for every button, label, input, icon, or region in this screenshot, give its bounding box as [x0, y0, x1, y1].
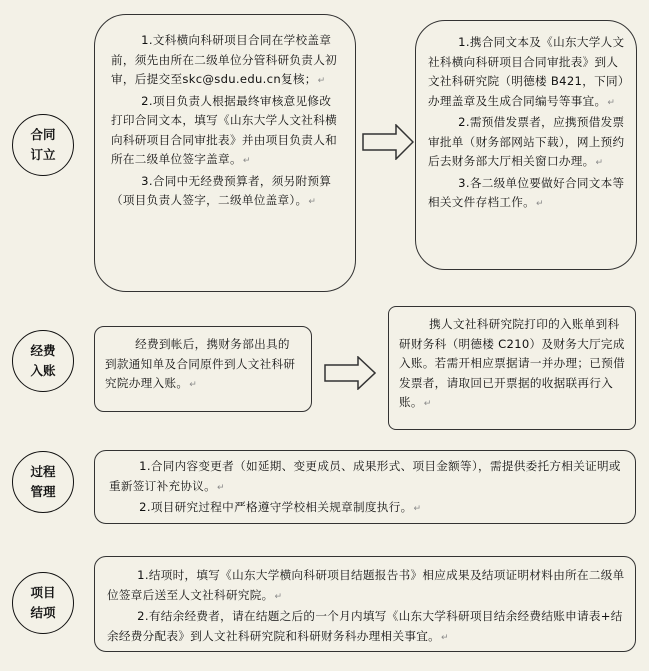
stage-label-line: 入账 [30, 363, 56, 378]
stage-label-funding [12, 330, 74, 392]
stage-label-line: 项目 [30, 585, 56, 600]
contract-step-3: 3.合同中无经费预算者，须另附预算（项目负责人签字，二级单位盖章）。↵ [111, 173, 332, 207]
contract-followup-3: 3.各二级单位要做好合同文本等相关文件存档工作。↵ [428, 175, 625, 209]
contract-steps-box [94, 14, 356, 292]
arrow-right-icon [362, 124, 414, 160]
stage-label-process [12, 451, 74, 513]
contract-step-2: 2.项目负责人根据最终审核意见修改打印合同文本，填写《山东大学人文社科横向科研项目合同审批表》并由项目负责人和所在二级单位签字盖章。↵ [111, 93, 337, 166]
stage-label-line: 结项 [30, 605, 56, 620]
stage-label-line: 管理 [30, 484, 56, 499]
contract-followup-box [415, 20, 637, 270]
closing-box [94, 556, 636, 652]
process-item-1: 1.合同内容变更者（如延期、变更成员、成果形式、项目金额等），需提供委托方相关证明或重新签订补充协议。↵ [109, 459, 621, 493]
stage-label-line: 订立 [30, 147, 56, 162]
arrow-right-icon [324, 356, 376, 390]
contract-step-1: 1.文科横向科研项目合同在学校盖章前，须先由所在二级单位分管科研负责人初审，后提交至skc@sdu.edu.cn复核；↵ [111, 33, 337, 86]
process-box [94, 450, 636, 524]
contract-followup-1: 1.携合同文本及《山东大学人文社科横向科研项目合同审批表》到人文社科研究院（明德楼 B421，下同）办理盖章及生成合同编号等事宜。↵ [428, 35, 625, 108]
funding-step: 经费到帐后，携财务部出具的到款通知单及合同原件到人文社科研究院办理入账。↵ [105, 337, 296, 390]
stage-label-closing [12, 572, 74, 634]
stage-label-contract [12, 114, 74, 176]
stage-label-line: 合同 [30, 127, 56, 142]
closing-item-1: 1.结项时，填写《山东大学横向科研项目结题报告书》相应成果及结项证明材料由所在二级单位签章后送至人文社科研究院。↵ [107, 568, 625, 602]
funding-followup-box [388, 306, 636, 430]
funding-step-box [94, 326, 312, 412]
stage-label-line: 过程 [30, 464, 56, 479]
contract-followup-2: 2.需预借发票者，应携预借发票审批单（财务部网站下载），网上预约后去财务部大厅相关窗口办理。↵ [428, 115, 625, 168]
stage-label-line: 经费 [30, 343, 56, 358]
process-item-2: 2.项目研究过程中严格遵守学校相关规章制度执行。↵ [139, 500, 422, 514]
closing-item-2: 2.有结余经费者，请在结题之后的一个月内填写《山东大学科研项目结余经费结账申请表+结余经费分配表》到人文社科研究院和科研财务科办理相关事宜。↵ [107, 609, 623, 643]
funding-followup: 携人文社科研究院打印的入账单到科研财务科（明德楼 C210）及财务大厅完成入账。若需开相应票据请一并办理；已预借发票者，请取回已开票据的收据联再行入账。↵ [399, 317, 625, 409]
